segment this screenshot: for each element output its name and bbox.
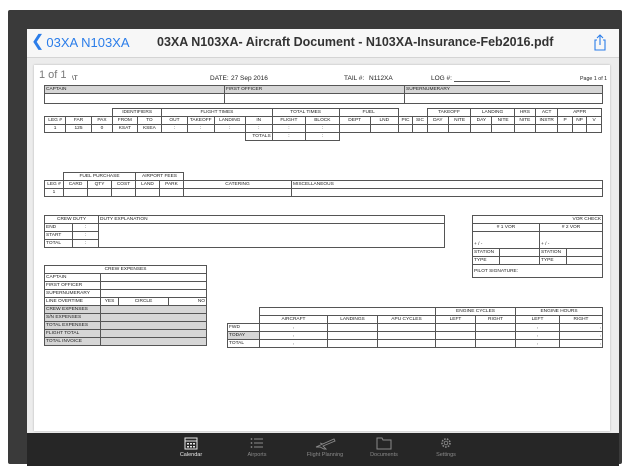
engine-hours-header: ENGINE HOURS [516,308,603,316]
total-cycles-label: TOTAL [228,340,260,348]
landings-header: LANDINGS [328,316,378,324]
takeoff-header: TAKEOFF [187,117,214,125]
pic-header: PIC [398,117,413,125]
end-cell: : [73,224,99,232]
vor2-header: # 2 VOR [540,224,603,232]
back-button-label: 03XA N103XA [46,34,130,50]
tab-airports[interactable] [227,436,287,458]
airport-fees-header: AIRPORT FEES [136,173,184,181]
aircraft-header: AIRCRAFT [260,316,328,324]
back-button[interactable] [31,34,130,50]
vor1-type: TYPE [473,257,500,265]
card-header: CARD [64,181,88,189]
vor1-station: STATION [473,249,500,257]
fuel-leg-cell: 1 [45,189,64,197]
vor2-plus-minus: + / - [540,241,603,249]
flight-total-row: FLIGHT TOTAL [45,330,101,338]
totals-block-cell: : [306,133,339,141]
line-overtime: LINE OVERTIME [45,298,101,306]
apu-cycles-header: APU CYCLES [378,316,436,324]
far-cell: 125 [66,125,92,133]
far-header: FAR [66,117,92,125]
tail-label: TAIL #: [344,75,365,82]
from-cell: KSAT [113,125,138,133]
to-header: TO [137,117,162,125]
tab-airports-label: Airports [247,452,267,458]
flight-cell: : [272,125,305,133]
crew-expenses-title: CREW EXPENSES [45,266,207,274]
date-value: 27 Sep 2016 [231,75,268,82]
duty-explanation-header: DUTY EXPLANATION [99,216,445,224]
gear-icon [439,436,453,450]
hrs-header: HRS [514,109,535,117]
sn-expenses-row: S/N EXPENSES [45,314,101,322]
appr-header: APPR [558,109,602,117]
landing-header: LANDING [214,117,245,125]
log-underline [454,81,510,82]
flight-header: FLIGHT [272,117,305,125]
hrs-nite-header: NITE [514,117,535,125]
block-header: BLOCK [306,117,339,125]
tab-documents-label: Documents [370,452,398,458]
leg-cell: 1 [45,125,66,133]
instr-header: INSTR [536,117,558,125]
act-header: ACT [536,109,558,117]
v-header: V [587,117,602,125]
tab-calendar[interactable] [161,436,221,458]
vor2-type: TYPE [540,257,567,265]
tab-settings[interactable] [416,436,476,458]
vor2-station: STATION [540,249,567,257]
miscellaneous-header: MISCELLANEOUS [292,181,603,189]
start-label: START [45,232,73,240]
exp-captain: CAPTAIN [45,274,101,282]
list-icon [250,436,264,450]
fuel-leg-header: LEG # [45,181,64,189]
lnd-header: LND [370,117,398,125]
out-header: OUT [162,117,188,125]
table-row: TOTAL , , , [229,341,602,346]
ipad-frame [8,10,622,464]
pax-cell: 0 [91,125,112,133]
date-label: DATE: [210,75,229,82]
yes-label: YES [101,298,119,306]
supernumerary-header: SUPERNUMERARY [405,86,603,94]
cost-header: COST [112,181,136,189]
total-invoice-row: TOTAL INVOICE [45,338,101,346]
start-cell: : [73,232,99,240]
in-cell: : [245,125,272,133]
pax-header: PAX [91,117,112,125]
table-row [45,189,603,197]
total-times-header: TOTAL TIMES [272,109,339,117]
vor-check-header: VOR CHECK [473,216,603,224]
folder-icon [376,436,392,450]
cycles-table [227,307,603,348]
takeoff-nite-header: NITE [448,117,470,125]
np-header: NP [572,117,587,125]
table-row: FWD , , , [229,325,602,330]
landing-group-header: LANDING [471,109,515,117]
share-icon[interactable] [593,34,607,51]
from-header: FROM [113,117,138,125]
app-screen [27,29,619,466]
total-label: TOTAL [45,240,73,248]
cycles-left-header: LEFT [436,316,476,324]
land-header: LAND [136,181,160,189]
chevron-left-icon: ❮ [31,33,45,50]
navigation-bar [27,29,619,58]
cycles-right-header: RIGHT [476,316,516,324]
crew-expenses-table [44,265,207,346]
hours-right-header: RIGHT [560,316,603,324]
log-label: LOG #: [431,75,452,82]
end-label: END [45,224,73,232]
document-title: 03XA N103XA- Aircraft Document - N103XA-Insurance-Feb2016.pdf [157,35,554,49]
fuel-header: FUEL [339,109,398,117]
pdf-page[interactable] [34,65,610,431]
dept-header: DEPT [339,117,370,125]
total-expenses-row: TOTAL EXPENSES [45,322,101,330]
no-label: NO [169,298,207,306]
takeoff-day-header: DAY [427,117,448,125]
pilot-signature: PILOT SIGNATURE: [473,265,603,278]
crew-expenses-row: CREW EXPENSES [45,306,101,314]
table-row [45,125,602,133]
exp-supernumerary: SUPERNUMERARY [45,290,101,298]
in-header: IN [245,117,272,125]
leg-header: LEG # [45,117,66,125]
hours-left-header: LEFT [516,316,560,324]
page-indicator: 1 of 1 [39,69,67,81]
today-label: TODAY [228,332,260,340]
landing-nite-header: NITE [492,117,514,125]
takeoff-group-header: TAKEOFF [427,109,471,117]
qty-header: QTY [88,181,112,189]
tab-flight-planning-label: Flight Planning [306,452,344,458]
landing-cell: : [214,125,245,133]
vor1-header: # 1 VOR [473,224,540,232]
legs-table [44,108,602,141]
sic-header: SIC [413,117,428,125]
landing-day-header: DAY [471,117,492,125]
park-header: PARK [160,181,184,189]
fuel-purchase-header: FUEL PURCHASE [64,173,136,181]
tab-flight-planning[interactable] [295,436,355,458]
fuel-purchase-table [44,172,603,197]
out-cell: : [162,125,188,133]
page-number: Page 1 of 1 [580,76,608,82]
fwd-label: FWD [228,324,260,332]
calendar-icon [184,436,198,450]
vor1-plus-minus: + / - [473,241,540,249]
crew-table [44,85,603,104]
flight-times-header: FLIGHT TIMES [162,109,272,117]
tab-settings-label: Settings [436,452,456,458]
first-officer-header: FIRST OFFICER [225,86,405,94]
crew-duty-table [44,215,445,248]
tail-value: N112XA [369,75,393,82]
totals-flight-cell: : [272,133,305,141]
exp-first-officer: FIRST OFFICER [45,282,101,290]
total-cell: : [73,240,99,248]
header-fragment: \T [72,75,78,82]
airplane-icon [314,436,336,450]
tab-bar [27,433,619,466]
p-header: P [558,117,573,125]
catering-header: CATERING [184,181,292,189]
to-cell: KSEA [137,125,162,133]
table-row: TODAY , , , [229,333,602,338]
block-cell: : [306,125,339,133]
engine-cycles-header: ENGINE CYCLES [436,308,516,316]
takeoff-cell: : [187,125,214,133]
captain-header: CAPTAIN [45,86,225,94]
totals-label: TOTALS [245,133,272,141]
tab-calendar-label: Calendar [179,452,203,458]
identifiers-header: IDENTIFIERS [113,109,162,117]
crew-duty-header: CREW DUTY [45,216,99,224]
vor-check-table [472,215,603,278]
tab-documents[interactable] [354,436,414,458]
circle-label: CIRCLE [119,298,169,306]
